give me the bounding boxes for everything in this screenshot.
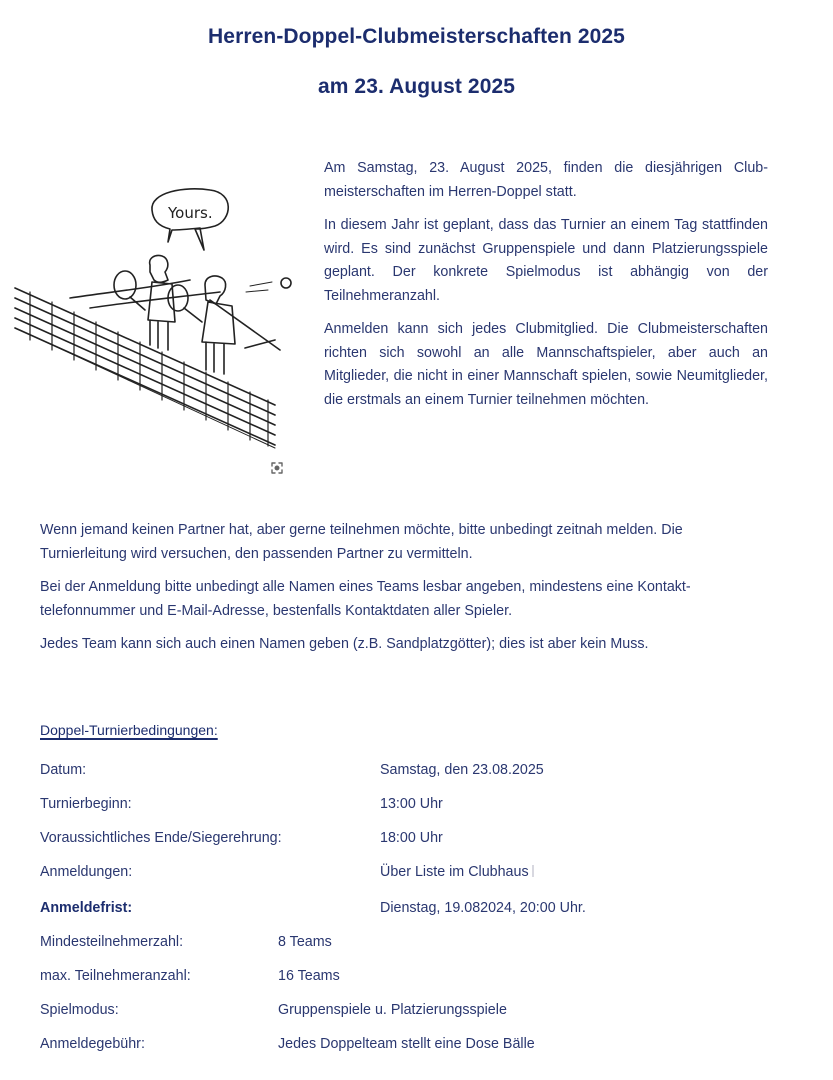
- condition-value: Dienstag, 19.082024, 20:00 Uhr.: [380, 900, 586, 916]
- tennis-cartoon-illustration: [10, 180, 300, 500]
- condition-label: Anmeldungen:: [40, 864, 133, 880]
- conditions-heading: Doppel-Turnierbedingungen:: [40, 722, 218, 738]
- condition-value-wrap: [380, 864, 534, 880]
- tennis-ball-icon: [281, 278, 291, 288]
- condition-label: Anmeldefrist:: [40, 900, 133, 916]
- condition-value: 16 Teams: [278, 968, 340, 984]
- condition-value: 8 Teams: [278, 934, 332, 950]
- page-subtitle: am 23. August 2025: [317, 75, 516, 98]
- condition-value: 13:00 Uhr: [380, 796, 443, 812]
- body-paragraph: Wenn jemand keinen Partner hat, aber gerne teilnehmen möchte, bitte unbedingt zeitnah melden. Die Turnierleitung wird versuchen, den passenden Partner zu vermitteln.: [40, 522, 683, 562]
- condition-label: Voraussichtliches Ende/Siegerehrung:: [40, 830, 282, 846]
- visual-search-icon[interactable]: [272, 463, 282, 473]
- body-text: [40, 519, 770, 667]
- condition-label: Turnierbeginn:: [40, 796, 132, 812]
- text-cursor: [532, 865, 534, 877]
- intro-paragraph: In diesem Jahr ist geplant, dass das Turnier an einem Tag stattfinden wird. Es sind zunächst Gruppenspiele und dann Platzierungsspiele geplant. Der konkrete Spielmodus ist abhängig von der Teilnehmeranzahl.: [324, 217, 768, 304]
- condition-label: Mindesteilnehmerzahl:: [40, 934, 184, 950]
- condition-label: Spielmodus:: [40, 1002, 119, 1018]
- condition-value: Samstag, den 23.08.2025: [380, 762, 544, 778]
- condition-value: 18:00 Uhr: [380, 830, 443, 846]
- intro-paragraph: Am Samstag, 23. August 2025, finden die diesjährigen Clubmeisterschaften im Herren-Doppel statt.: [324, 160, 768, 200]
- condition-value: Über Liste im Clubhaus: [380, 864, 529, 880]
- condition-label: Anmeldegebühr:: [40, 1036, 145, 1052]
- condition-label: Datum:: [40, 762, 87, 778]
- racket-icon: [114, 271, 136, 299]
- cartoon-tennis-doubles-icon: [10, 180, 300, 500]
- condition-value: Jedes Doppelteam stellt eine Dose Bälle: [278, 1036, 535, 1052]
- page-title: Herren-Doppel-Clubmeisterschaften 2025: [208, 25, 625, 48]
- body-paragraph: Bei der Anmeldung bitte unbedingt alle Namen eines Teams lesbar angeben, mindestens eine Kontakttelefonnummer und E-Mail-Adresse, bestenfalls Kontaktdaten aller Spieler.: [40, 579, 691, 619]
- condition-value: Gruppenspiele u. Platzierungsspiele: [278, 1002, 507, 1018]
- speech-bubble-text: Yours.: [168, 204, 213, 222]
- intro-paragraph: Anmelden kann sich jedes Clubmitglied. Die Clubmeisterschaften richten sich sowohl an alle Mannschaftspieler, aber auch an Mitglieder, die nicht in einer Mannschaft spielen, sowie Neumitglieder, die erstmals an einem Turnier teilnehmen möchten.: [324, 321, 768, 408]
- condition-label: max. Teilnehmeranzahl:: [40, 968, 191, 984]
- intro-text: [324, 157, 768, 422]
- player-one-head: [150, 255, 168, 282]
- body-paragraph: Jedes Team kann sich auch einen Namen geben (z.B. Sandplatzgötter); dies ist aber kein Muss.: [40, 636, 649, 652]
